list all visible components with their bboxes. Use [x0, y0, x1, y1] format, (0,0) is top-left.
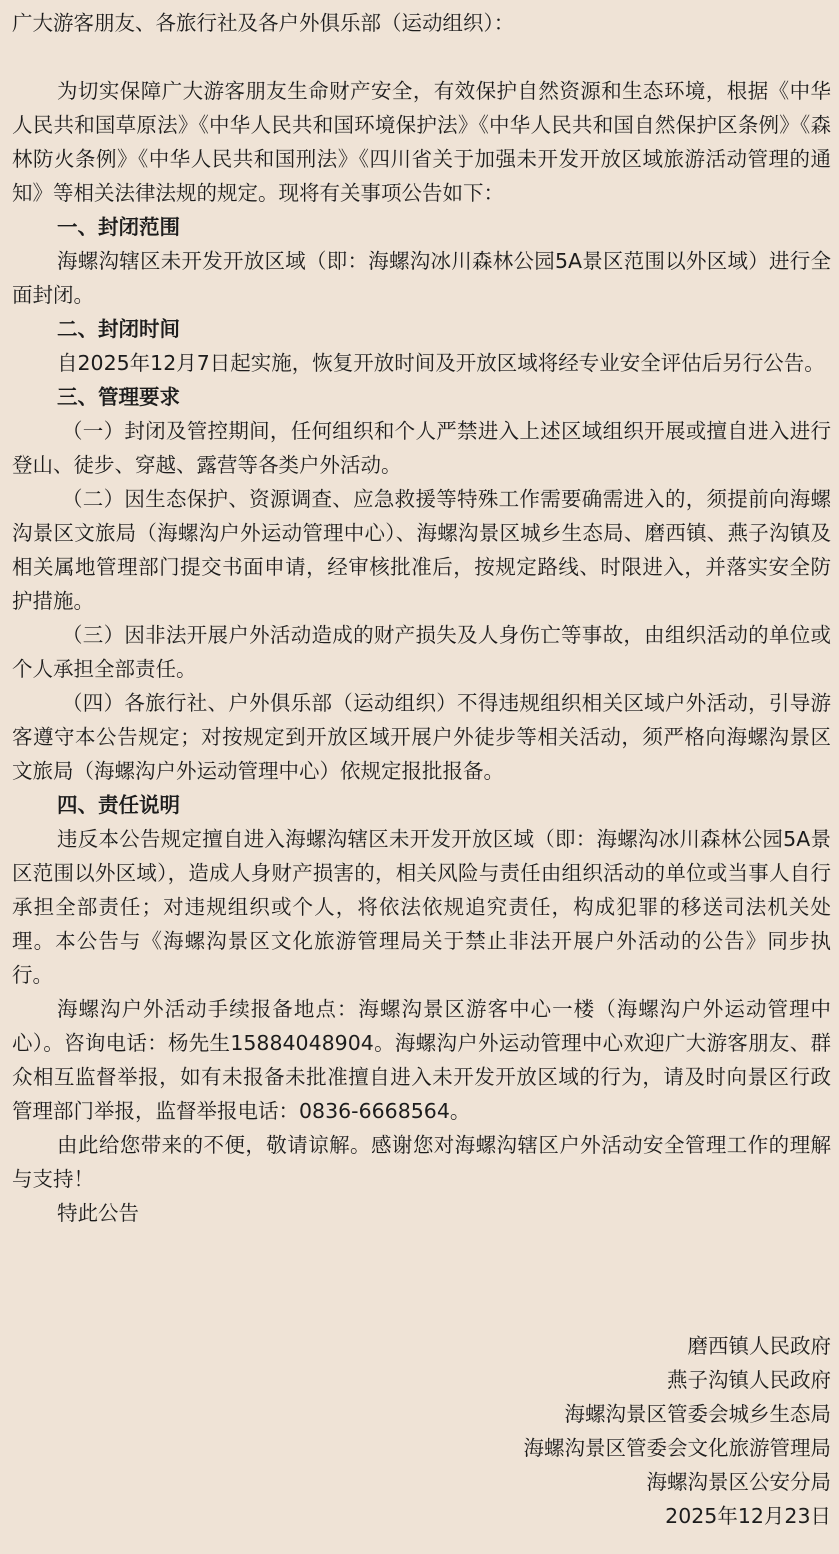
notice-date: 2025年12月23日	[665, 1504, 831, 1528]
signature-tourism-bureau: 海螺沟景区管委会文化旅游管理局	[523, 1436, 831, 1460]
section-heading-scope: 一、封闭范围	[57, 215, 180, 239]
signature-block	[524, 1329, 832, 1533]
section-body-scope: 海螺沟辖区未开发开放区域（即：海螺沟冰川森林公园5A景区范围以外区域）进行全面封闭。	[12, 249, 831, 307]
closing-text: 特此公告	[57, 1201, 139, 1225]
requirement-item-1: （一）封闭及管控期间，任何组织和个人严禁进入上述区域组织开展或擅自进入进行登山、徒步、穿越、露营等各类户外活动。	[12, 419, 831, 477]
section-body-liability: 违反本公告规定擅自进入海螺沟辖区未开发开放区域（即：海螺沟冰川森林公园5A景区范围以外区域），造成人身财产损害的，相关风险与责任由组织活动的单位或当事人自行承担全部责任；对违规组织或个人，将依法依规追究责任，构成犯罪的移送司法机关处理。本公告与《海螺沟景区文化旅游管理局关于禁止非法开展户外活动的公告》同步执行。	[12, 827, 831, 987]
section-heading-requirements: 三、管理要求	[57, 385, 180, 409]
contact-paragraph: 海螺沟户外活动手续报备地点：海螺沟景区游客中心一楼（海螺沟户外运动管理中心）。咨询电话：杨先生15884048904。海螺沟户外运动管理中心欢迎广大游客朋友、群众相互监督举报，如有未报备未批准擅自进入未开发开放区域的行为，请及时向景区行政管理部门举报，监督举报电话：0836-6668564。	[12, 997, 831, 1123]
signature-ecology-bureau: 海螺沟景区管委会城乡生态局	[564, 1402, 831, 1426]
spacer	[12, 40, 831, 74]
requirement-item-2: （二）因生态保护、资源调查、应急救援等特殊工作需要确需进入的，须提前向海螺沟景区文旅局（海螺沟户外运动管理中心）、海螺沟景区城乡生态局、磨西镇、燕子沟镇及相关属地管理部门提交书面申请，经审核批准后，按规定路线、时限进入，并落实安全防护措施。	[12, 487, 831, 613]
signature-moxi-town: 磨西镇人民政府	[687, 1334, 831, 1358]
signature-yanzigou-town: 燕子沟镇人民政府	[667, 1368, 831, 1392]
section-heading-time: 二、封闭时间	[57, 317, 180, 341]
section-heading-liability: 四、责任说明	[57, 793, 180, 817]
apology-paragraph: 由此给您带来的不便，敬请谅解。感谢您对海螺沟辖区户外活动安全管理工作的理解与支持！	[12, 1133, 831, 1191]
requirement-item-4: （四）各旅行社、户外俱乐部（运动组织）不得违规组织相关区域户外活动，引导游客遵守本公告规定；对按规定到开放区域开展户外徒步等相关活动，须严格向海螺沟景区文旅局（海螺沟户外运动管理中心）依规定报批报备。	[12, 691, 831, 783]
notice-document	[12, 6, 831, 1230]
requirement-item-3: （三）因非法开展户外活动造成的财产损失及人身伤亡等事故，由组织活动的单位或个人承担全部责任。	[12, 623, 831, 681]
section-body-time: 自2025年12月7日起实施，恢复开放时间及开放区域将经专业安全评估后另行公告。	[57, 351, 825, 375]
salutation: 广大游客朋友、各旅行社及各户外俱乐部（运动组织）：	[12, 11, 515, 35]
intro-paragraph: 为切实保障广大游客朋友生命财产安全，有效保护自然资源和生态环境，根据《中华人民共和国草原法》《中华人民共和国环境保护法》《中华人民共和国自然保护区条例》《森林防火条例》《中华人民共和国刑法》《四川省关于加强未开发开放区域旅游活动管理的通知》等相关法律法规的规定。现将有关事项公告如下：	[12, 79, 831, 205]
signature-police-bureau: 海螺沟景区公安分局	[646, 1470, 831, 1494]
